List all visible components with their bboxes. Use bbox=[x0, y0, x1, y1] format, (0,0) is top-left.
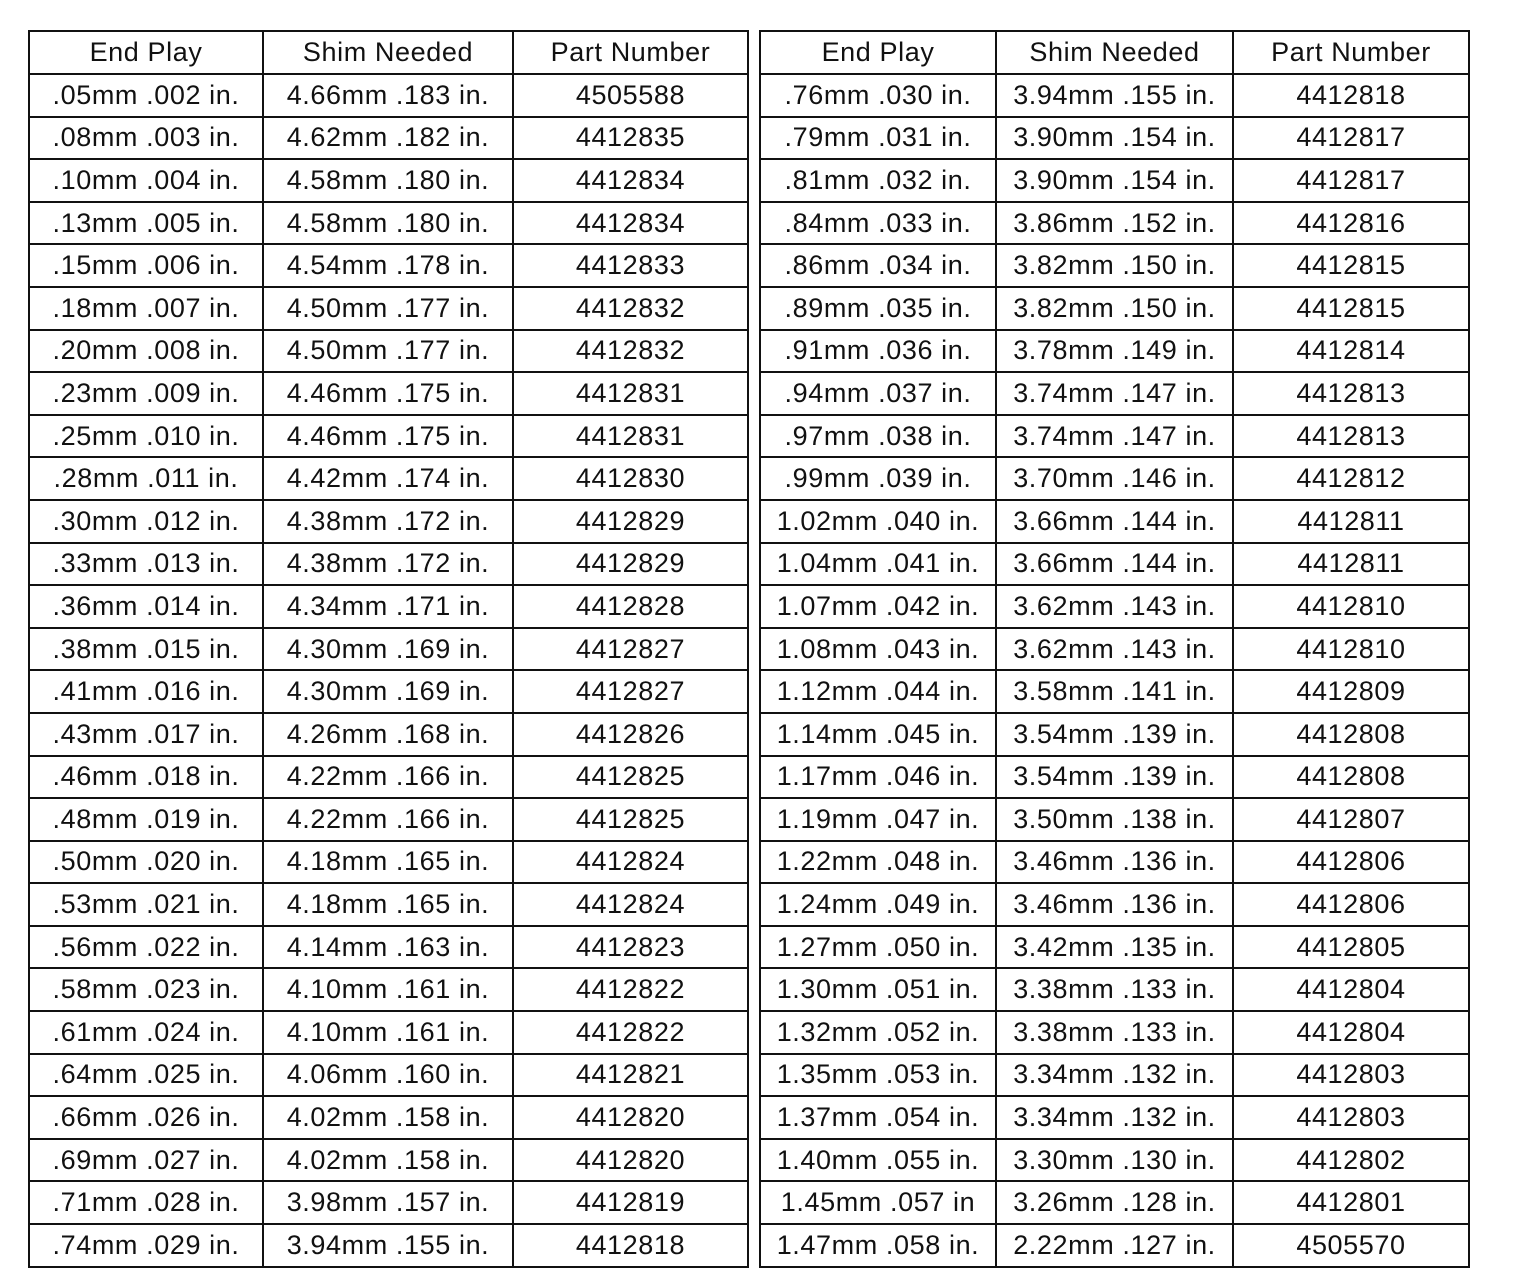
table-row bbox=[760, 628, 1469, 671]
cell-part-number: 4412808 bbox=[1233, 756, 1469, 799]
cell-end-play: .74mm .029 in. bbox=[29, 1224, 263, 1267]
cell-shim-needed: 4.18mm .165 in. bbox=[263, 883, 513, 926]
table-row bbox=[760, 457, 1469, 500]
cell-part-number: 4412833 bbox=[513, 244, 748, 287]
table-row bbox=[29, 670, 748, 713]
cell-part-number: 4412832 bbox=[513, 287, 748, 330]
cell-part-number: 4412802 bbox=[1233, 1139, 1469, 1182]
table-row bbox=[29, 330, 748, 373]
cell-shim-needed: 4.38mm .172 in. bbox=[263, 500, 513, 543]
table-row bbox=[29, 543, 748, 586]
cell-end-play: .84mm .033 in. bbox=[760, 202, 996, 245]
cell-part-number: 4412813 bbox=[1233, 372, 1469, 415]
cell-part-number: 4412822 bbox=[513, 1011, 748, 1054]
cell-end-play: .33mm .013 in. bbox=[29, 543, 263, 586]
cell-end-play: 1.37mm .054 in. bbox=[760, 1096, 996, 1139]
table-row bbox=[29, 287, 748, 330]
cell-shim-needed: 4.42mm .174 in. bbox=[263, 457, 513, 500]
table-row bbox=[29, 372, 748, 415]
cell-part-number: 4412801 bbox=[1233, 1181, 1469, 1224]
cell-shim-needed: 4.62mm .182 in. bbox=[263, 117, 513, 160]
cell-shim-needed: 3.54mm .139 in. bbox=[996, 713, 1233, 756]
cell-end-play: .10mm .004 in. bbox=[29, 159, 263, 202]
table-row bbox=[760, 372, 1469, 415]
cell-shim-needed: 3.90mm .154 in. bbox=[996, 117, 1233, 160]
cell-end-play: .89mm .035 in. bbox=[760, 287, 996, 330]
cell-end-play: .56mm .022 in. bbox=[29, 926, 263, 969]
cell-part-number: 4412813 bbox=[1233, 415, 1469, 458]
header-end-play: End Play bbox=[760, 31, 996, 74]
cell-end-play: .94mm .037 in. bbox=[760, 372, 996, 415]
header-end-play: End Play bbox=[29, 31, 263, 74]
cell-shim-needed: 4.18mm .165 in. bbox=[263, 841, 513, 884]
table-row bbox=[29, 798, 748, 841]
table-row bbox=[760, 1139, 1469, 1182]
cell-end-play: .86mm .034 in. bbox=[760, 244, 996, 287]
header-row bbox=[29, 31, 748, 74]
cell-part-number: 4412828 bbox=[513, 585, 748, 628]
cell-end-play: .76mm .030 in. bbox=[760, 74, 996, 117]
cell-end-play: .30mm .012 in. bbox=[29, 500, 263, 543]
cell-part-number: 4412815 bbox=[1233, 287, 1469, 330]
cell-part-number: 4412834 bbox=[513, 159, 748, 202]
cell-end-play: .48mm .019 in. bbox=[29, 798, 263, 841]
cell-shim-needed: 3.34mm .132 in. bbox=[996, 1054, 1233, 1097]
cell-part-number: 4412807 bbox=[1233, 798, 1469, 841]
cell-part-number: 4412811 bbox=[1233, 543, 1469, 586]
table-row bbox=[760, 883, 1469, 926]
cell-shim-needed: 3.58mm .141 in. bbox=[996, 670, 1233, 713]
cell-end-play: 1.19mm .047 in. bbox=[760, 798, 996, 841]
table-row bbox=[760, 117, 1469, 160]
cell-shim-needed: 4.02mm .158 in. bbox=[263, 1139, 513, 1182]
cell-end-play: 1.12mm .044 in. bbox=[760, 670, 996, 713]
cell-end-play: .53mm .021 in. bbox=[29, 883, 263, 926]
table-row bbox=[760, 926, 1469, 969]
cell-end-play: 1.07mm .042 in. bbox=[760, 585, 996, 628]
table-row bbox=[760, 841, 1469, 884]
cell-part-number: 4412814 bbox=[1233, 330, 1469, 373]
cell-end-play: .99mm .039 in. bbox=[760, 457, 996, 500]
cell-shim-needed: 4.38mm .172 in. bbox=[263, 543, 513, 586]
cell-part-number: 4412816 bbox=[1233, 202, 1469, 245]
cell-shim-needed: 3.82mm .150 in. bbox=[996, 287, 1233, 330]
table-body-left bbox=[29, 74, 748, 1267]
cell-end-play: .66mm .026 in. bbox=[29, 1096, 263, 1139]
cell-shim-needed: 2.22mm .127 in. bbox=[996, 1224, 1233, 1267]
table-row bbox=[760, 1224, 1469, 1267]
cell-part-number: 4412811 bbox=[1233, 500, 1469, 543]
cell-end-play: .25mm .010 in. bbox=[29, 415, 263, 458]
cell-shim-needed: 3.42mm .135 in. bbox=[996, 926, 1233, 969]
table-row bbox=[29, 74, 748, 117]
table-row bbox=[760, 74, 1469, 117]
cell-end-play: .13mm .005 in. bbox=[29, 202, 263, 245]
cell-end-play: 1.17mm .046 in. bbox=[760, 756, 996, 799]
cell-part-number: 4412821 bbox=[513, 1054, 748, 1097]
table-row bbox=[29, 202, 748, 245]
cell-end-play: .08mm .003 in. bbox=[29, 117, 263, 160]
cell-end-play: .61mm .024 in. bbox=[29, 1011, 263, 1054]
cell-shim-needed: 4.54mm .178 in. bbox=[263, 244, 513, 287]
cell-shim-needed: 4.30mm .169 in. bbox=[263, 628, 513, 671]
cell-end-play: .69mm .027 in. bbox=[29, 1139, 263, 1182]
table-row bbox=[760, 1096, 1469, 1139]
cell-part-number: 4412812 bbox=[1233, 457, 1469, 500]
cell-end-play: .58mm .023 in. bbox=[29, 968, 263, 1011]
cell-part-number: 4412809 bbox=[1233, 670, 1469, 713]
cell-end-play: 1.27mm .050 in. bbox=[760, 926, 996, 969]
cell-shim-needed: 4.10mm .161 in. bbox=[263, 968, 513, 1011]
header-part-number: Part Number bbox=[513, 31, 748, 74]
cell-shim-needed: 4.10mm .161 in. bbox=[263, 1011, 513, 1054]
cell-part-number: 4412822 bbox=[513, 968, 748, 1011]
cell-shim-needed: 3.46mm .136 in. bbox=[996, 883, 1233, 926]
table-row bbox=[29, 841, 748, 884]
cell-end-play: 1.40mm .055 in. bbox=[760, 1139, 996, 1182]
cell-end-play: .15mm .006 in. bbox=[29, 244, 263, 287]
cell-end-play: .43mm .017 in. bbox=[29, 713, 263, 756]
header-shim-needed: Shim Needed bbox=[263, 31, 513, 74]
cell-part-number: 4412827 bbox=[513, 628, 748, 671]
cell-shim-needed: 4.58mm .180 in. bbox=[263, 202, 513, 245]
cell-end-play: .18mm .007 in. bbox=[29, 287, 263, 330]
cell-shim-needed: 3.70mm .146 in. bbox=[996, 457, 1233, 500]
cell-part-number: 4412808 bbox=[1233, 713, 1469, 756]
cell-part-number: 4412815 bbox=[1233, 244, 1469, 287]
cell-end-play: 1.08mm .043 in. bbox=[760, 628, 996, 671]
cell-shim-needed: 3.62mm .143 in. bbox=[996, 628, 1233, 671]
cell-part-number: 4412820 bbox=[513, 1096, 748, 1139]
cell-part-number: 4412817 bbox=[1233, 117, 1469, 160]
cell-shim-needed: 4.58mm .180 in. bbox=[263, 159, 513, 202]
cell-shim-needed: 4.14mm .163 in. bbox=[263, 926, 513, 969]
cell-shim-needed: 4.46mm .175 in. bbox=[263, 372, 513, 415]
shim-selection-chart bbox=[28, 30, 1470, 1268]
table-row bbox=[29, 117, 748, 160]
cell-shim-needed: 3.94mm .155 in. bbox=[263, 1224, 513, 1267]
cell-part-number: 4412804 bbox=[1233, 1011, 1469, 1054]
table-row bbox=[760, 415, 1469, 458]
cell-shim-needed: 4.06mm .160 in. bbox=[263, 1054, 513, 1097]
cell-shim-needed: 3.90mm .154 in. bbox=[996, 159, 1233, 202]
table-row bbox=[29, 415, 748, 458]
cell-part-number: 4412823 bbox=[513, 926, 748, 969]
cell-shim-needed: 3.94mm .155 in. bbox=[996, 74, 1233, 117]
cell-part-number: 4412806 bbox=[1233, 841, 1469, 884]
cell-end-play: 1.14mm .045 in. bbox=[760, 713, 996, 756]
cell-end-play: .79mm .031 in. bbox=[760, 117, 996, 160]
cell-part-number: 4412829 bbox=[513, 500, 748, 543]
table-row bbox=[760, 670, 1469, 713]
table-row bbox=[29, 1181, 748, 1224]
cell-part-number: 4412805 bbox=[1233, 926, 1469, 969]
cell-shim-needed: 3.98mm .157 in. bbox=[263, 1181, 513, 1224]
cell-part-number: 4412818 bbox=[513, 1224, 748, 1267]
table-row bbox=[760, 287, 1469, 330]
cell-end-play: .46mm .018 in. bbox=[29, 756, 263, 799]
cell-shim-needed: 4.26mm .168 in. bbox=[263, 713, 513, 756]
cell-end-play: .23mm .009 in. bbox=[29, 372, 263, 415]
header-row bbox=[760, 31, 1469, 74]
cell-end-play: .20mm .008 in. bbox=[29, 330, 263, 373]
table-row bbox=[29, 628, 748, 671]
cell-shim-needed: 4.66mm .183 in. bbox=[263, 74, 513, 117]
table-row bbox=[760, 798, 1469, 841]
cell-shim-needed: 4.30mm .169 in. bbox=[263, 670, 513, 713]
cell-shim-needed: 3.46mm .136 in. bbox=[996, 841, 1233, 884]
cell-part-number: 4412825 bbox=[513, 756, 748, 799]
cell-part-number: 4412824 bbox=[513, 883, 748, 926]
table-row bbox=[760, 713, 1469, 756]
cell-shim-needed: 3.86mm .152 in. bbox=[996, 202, 1233, 245]
cell-shim-needed: 4.02mm .158 in. bbox=[263, 1096, 513, 1139]
table-row bbox=[760, 202, 1469, 245]
cell-shim-needed: 3.38mm .133 in. bbox=[996, 1011, 1233, 1054]
cell-shim-needed: 4.22mm .166 in. bbox=[263, 756, 513, 799]
cell-shim-needed: 3.50mm .138 in. bbox=[996, 798, 1233, 841]
table-row bbox=[29, 883, 748, 926]
table-row bbox=[760, 500, 1469, 543]
cell-end-play: 1.24mm .049 in. bbox=[760, 883, 996, 926]
table-row bbox=[29, 968, 748, 1011]
cell-end-play: 1.22mm .048 in. bbox=[760, 841, 996, 884]
table-row bbox=[29, 1096, 748, 1139]
cell-end-play: .91mm .036 in. bbox=[760, 330, 996, 373]
cell-part-number: 4412835 bbox=[513, 117, 748, 160]
table-row bbox=[760, 543, 1469, 586]
cell-part-number: 4412810 bbox=[1233, 628, 1469, 671]
cell-shim-needed: 4.22mm .166 in. bbox=[263, 798, 513, 841]
cell-shim-needed: 3.26mm .128 in. bbox=[996, 1181, 1233, 1224]
table-row bbox=[29, 1054, 748, 1097]
cell-part-number: 4412830 bbox=[513, 457, 748, 500]
cell-part-number: 4412832 bbox=[513, 330, 748, 373]
cell-end-play: .41mm .016 in. bbox=[29, 670, 263, 713]
cell-end-play: .05mm .002 in. bbox=[29, 74, 263, 117]
cell-shim-needed: 4.46mm .175 in. bbox=[263, 415, 513, 458]
cell-end-play: 1.35mm .053 in. bbox=[760, 1054, 996, 1097]
cell-end-play: 1.02mm .040 in. bbox=[760, 500, 996, 543]
cell-part-number: 4412826 bbox=[513, 713, 748, 756]
cell-shim-needed: 3.30mm .130 in. bbox=[996, 1139, 1233, 1182]
shim-table-left bbox=[28, 30, 749, 1268]
cell-shim-needed: 3.82mm .150 in. bbox=[996, 244, 1233, 287]
cell-end-play: 1.45mm .057 in bbox=[760, 1181, 996, 1224]
cell-shim-needed: 3.34mm .132 in. bbox=[996, 1096, 1233, 1139]
header-part-number: Part Number bbox=[1233, 31, 1469, 74]
table-body-right bbox=[760, 74, 1469, 1267]
table-row bbox=[760, 159, 1469, 202]
cell-part-number: 4412819 bbox=[513, 1181, 748, 1224]
cell-end-play: 1.47mm .058 in. bbox=[760, 1224, 996, 1267]
cell-part-number: 4505570 bbox=[1233, 1224, 1469, 1267]
cell-shim-needed: 4.50mm .177 in. bbox=[263, 330, 513, 373]
cell-part-number: 4412810 bbox=[1233, 585, 1469, 628]
cell-part-number: 4412804 bbox=[1233, 968, 1469, 1011]
table-row bbox=[29, 1011, 748, 1054]
cell-shim-needed: 4.50mm .177 in. bbox=[263, 287, 513, 330]
cell-part-number: 4412834 bbox=[513, 202, 748, 245]
cell-part-number: 4412818 bbox=[1233, 74, 1469, 117]
cell-end-play: 1.30mm .051 in. bbox=[760, 968, 996, 1011]
cell-part-number: 4412817 bbox=[1233, 159, 1469, 202]
cell-end-play: 1.04mm .041 in. bbox=[760, 543, 996, 586]
table-row bbox=[29, 1224, 748, 1267]
cell-end-play: .81mm .032 in. bbox=[760, 159, 996, 202]
table-row bbox=[29, 713, 748, 756]
cell-end-play: .50mm .020 in. bbox=[29, 841, 263, 884]
table-row bbox=[760, 1054, 1469, 1097]
cell-end-play: .36mm .014 in. bbox=[29, 585, 263, 628]
table-row bbox=[760, 1181, 1469, 1224]
table-row bbox=[760, 330, 1469, 373]
table-row bbox=[29, 457, 748, 500]
table-row bbox=[29, 500, 748, 543]
cell-part-number: 4412831 bbox=[513, 415, 748, 458]
cell-shim-needed: 3.38mm .133 in. bbox=[996, 968, 1233, 1011]
cell-part-number: 4412803 bbox=[1233, 1054, 1469, 1097]
cell-end-play: 1.32mm .052 in. bbox=[760, 1011, 996, 1054]
table-row bbox=[29, 926, 748, 969]
cell-end-play: .28mm .011 in. bbox=[29, 457, 263, 500]
cell-part-number: 4412806 bbox=[1233, 883, 1469, 926]
cell-shim-needed: 3.66mm .144 in. bbox=[996, 543, 1233, 586]
cell-part-number: 4412829 bbox=[513, 543, 748, 586]
cell-shim-needed: 4.34mm .171 in. bbox=[263, 585, 513, 628]
cell-part-number: 4412820 bbox=[513, 1139, 748, 1182]
table-row bbox=[760, 1011, 1469, 1054]
cell-end-play: .64mm .025 in. bbox=[29, 1054, 263, 1097]
cell-end-play: .71mm .028 in. bbox=[29, 1181, 263, 1224]
table-row bbox=[29, 1139, 748, 1182]
table-row bbox=[760, 585, 1469, 628]
cell-end-play: .38mm .015 in. bbox=[29, 628, 263, 671]
header-shim-needed: Shim Needed bbox=[996, 31, 1233, 74]
cell-part-number: 4412827 bbox=[513, 670, 748, 713]
table-row bbox=[760, 968, 1469, 1011]
cell-shim-needed: 3.78mm .149 in. bbox=[996, 330, 1233, 373]
cell-shim-needed: 3.66mm .144 in. bbox=[996, 500, 1233, 543]
table-row bbox=[760, 756, 1469, 799]
cell-part-number: 4412831 bbox=[513, 372, 748, 415]
cell-shim-needed: 3.54mm .139 in. bbox=[996, 756, 1233, 799]
cell-shim-needed: 3.62mm .143 in. bbox=[996, 585, 1233, 628]
table-row bbox=[29, 585, 748, 628]
cell-part-number: 4412825 bbox=[513, 798, 748, 841]
table-row bbox=[29, 756, 748, 799]
cell-part-number: 4505588 bbox=[513, 74, 748, 117]
table-row bbox=[29, 244, 748, 287]
cell-part-number: 4412803 bbox=[1233, 1096, 1469, 1139]
table-row bbox=[760, 244, 1469, 287]
shim-table-right bbox=[759, 30, 1470, 1268]
cell-shim-needed: 3.74mm .147 in. bbox=[996, 372, 1233, 415]
cell-part-number: 4412824 bbox=[513, 841, 748, 884]
cell-shim-needed: 3.74mm .147 in. bbox=[996, 415, 1233, 458]
cell-end-play: .97mm .038 in. bbox=[760, 415, 996, 458]
table-row bbox=[29, 159, 748, 202]
